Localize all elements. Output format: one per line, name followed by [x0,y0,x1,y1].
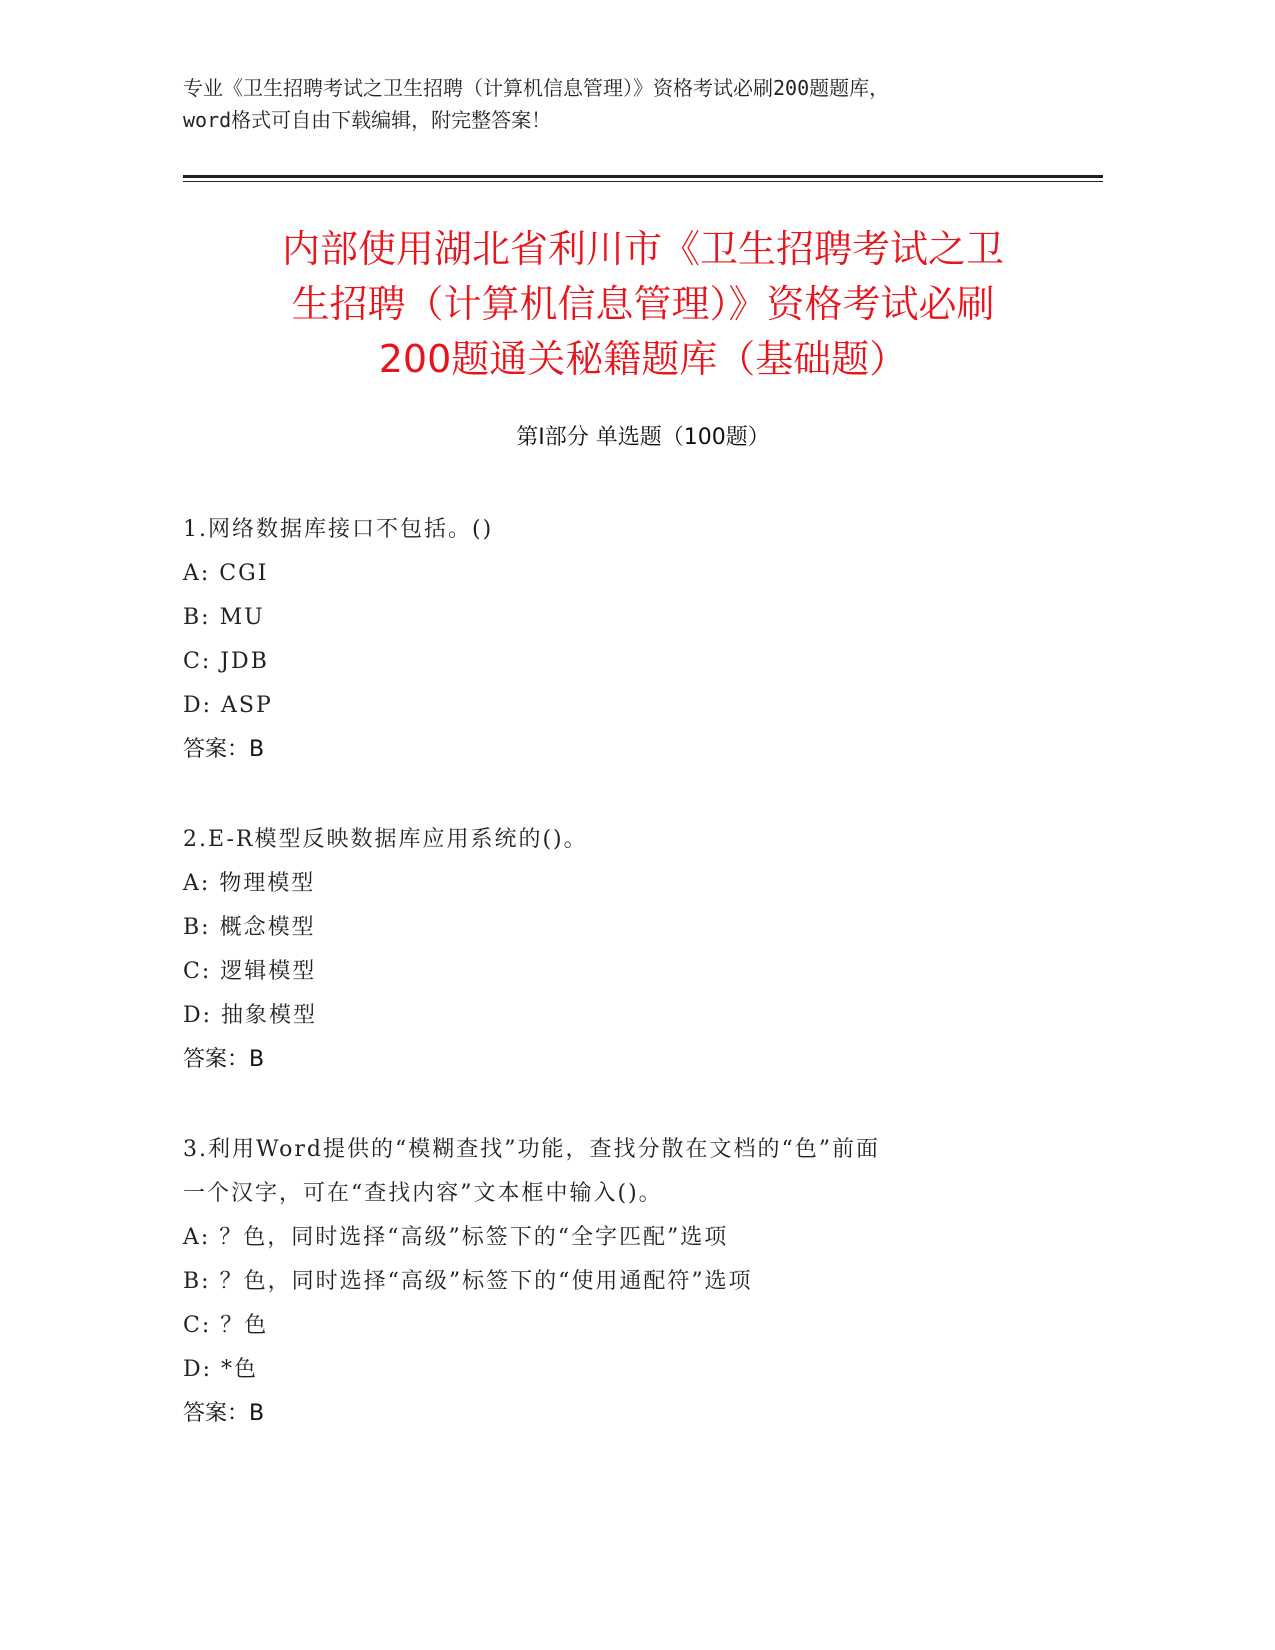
option-c: C: ？色 [183,1313,269,1338]
title-line-2: 生招聘（计算机信息管理）》资格考试必刷 [291,282,995,326]
question-stem-line: 2.E-R模型反映数据库应用系统的()。 [183,827,588,852]
header-note [183,72,1103,136]
question-stem-line: 1.网络数据库接口不包括。() [183,517,494,542]
option-b: B: MU [183,605,265,630]
question-2 [183,818,1103,1082]
header-note-line-1: 专业《卫生招聘考试之卫生招聘（计算机信息管理）》资格考试必刷200题题库， [183,76,890,100]
option-b: B: 概念模型 [183,915,316,940]
question-stem-line: 一个汉字，可在“查找内容”文本框中输入()。 [183,1181,663,1206]
option-d: D: ASP [183,693,273,718]
option-a: A: 物理模型 [183,871,316,896]
option-d: D: 抽象模型 [183,1003,318,1028]
question-stem-line: 3.利用Word提供的“模糊查找”功能，查找分散在文档的“色”前面 [183,1137,880,1162]
question-list [183,508,1103,1482]
title-line-3: 200题通关秘籍题库（基础题） [378,337,908,381]
option-b: B: ？色，同时选择“高级”标签下的“使用通配符”选项 [183,1269,753,1294]
title-line-1: 内部使用湖北省利川市《卫生招聘考试之卫 [281,227,1004,271]
question-stem [183,818,1103,862]
section-title: 第Ⅰ部分 单选题（100题） [516,425,770,450]
option-a: A: CGI [183,561,269,586]
answer-line: 答案：B [183,737,265,762]
option-c: C: JDB [183,649,269,674]
question-3 [183,1128,1103,1436]
header-rule-thick [183,175,1103,178]
option-d: D: *色 [183,1357,259,1382]
header-note-line-2: word格式可自由下载编辑，附完整答案！ [183,108,552,132]
answer-line: 答案：B [183,1401,265,1426]
option-c: C: 逻辑模型 [183,959,317,984]
question-stem [183,508,1103,552]
answer-line: 答案：B [183,1047,265,1072]
question-stem [183,1128,1103,1216]
question-1 [183,508,1103,772]
document-title [183,222,1103,387]
header-rule-thin [183,181,1103,182]
option-a: A: ？色，同时选择“高级”标签下的“全字匹配”选项 [183,1225,729,1250]
